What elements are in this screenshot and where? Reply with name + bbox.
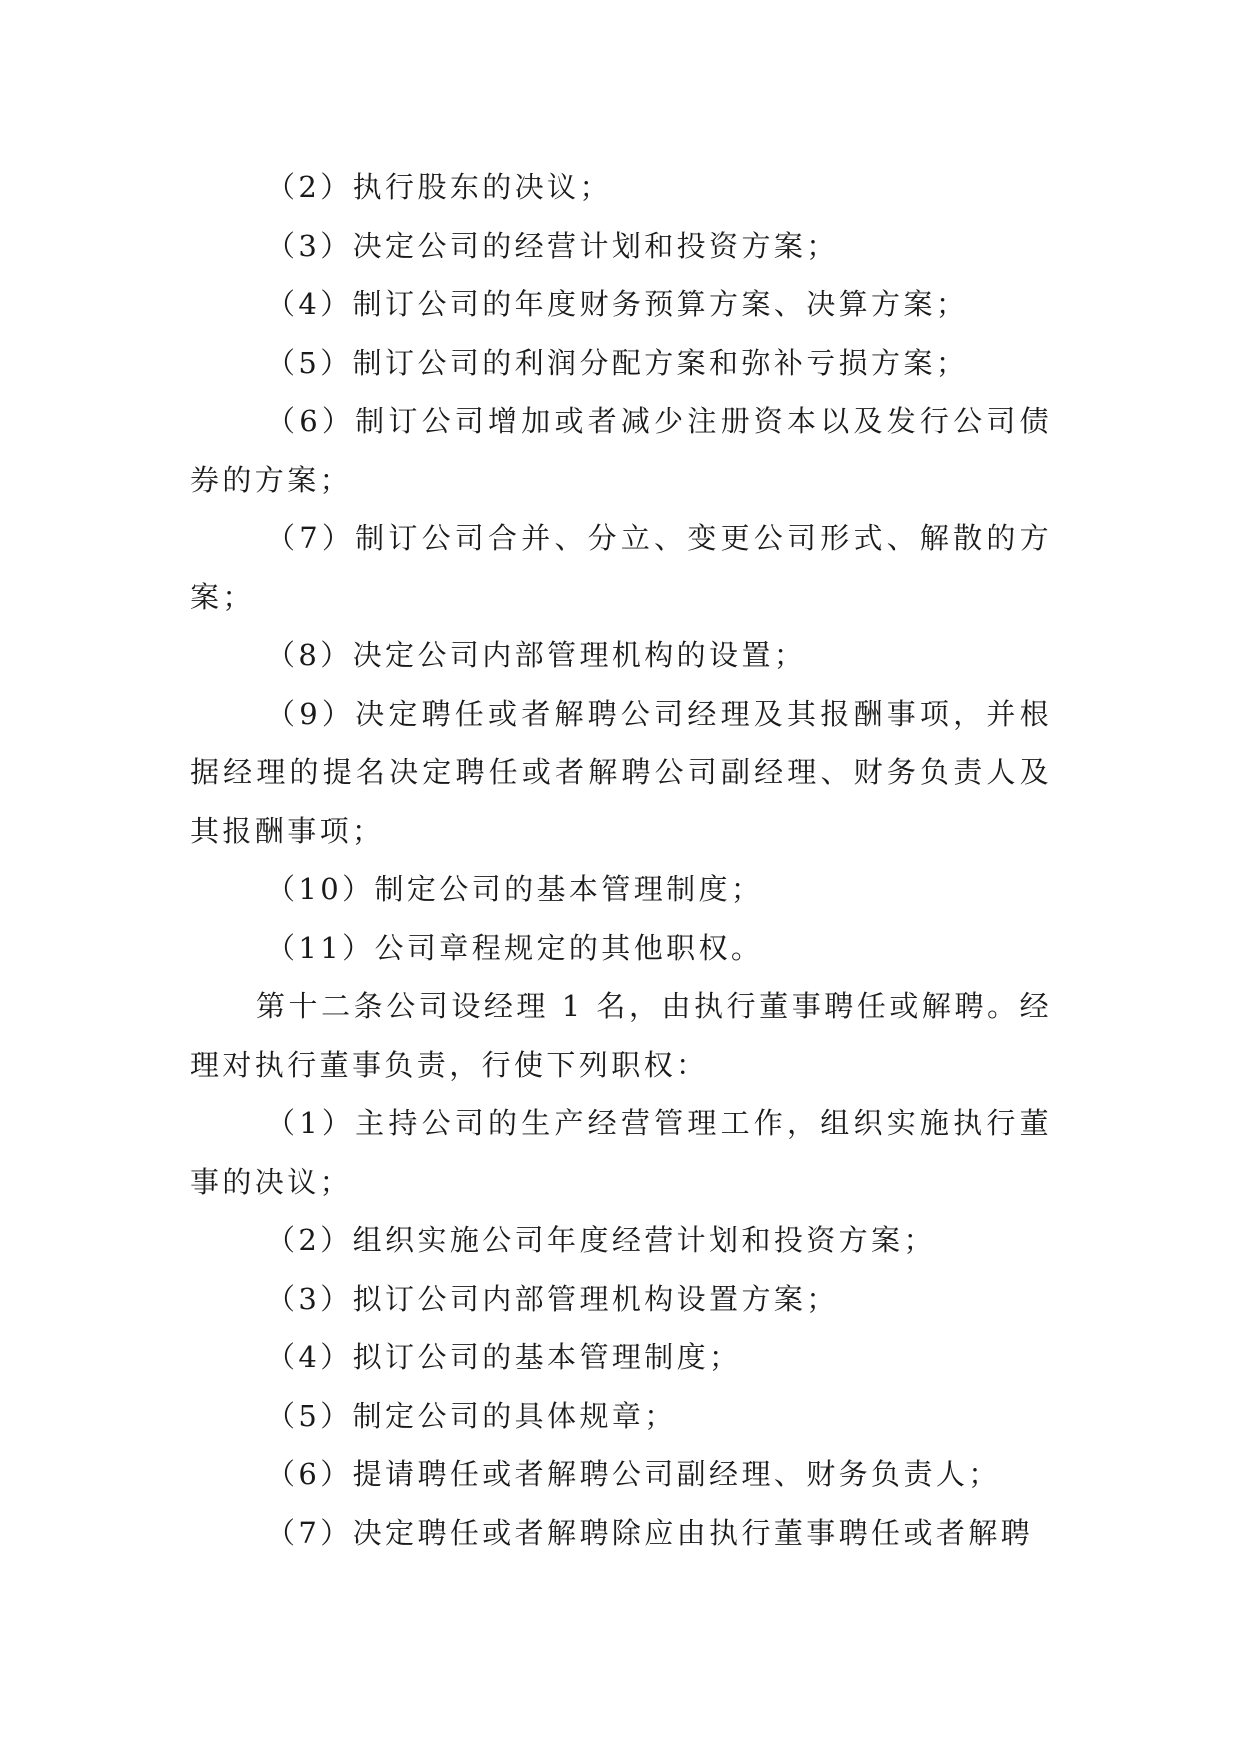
manager-duty-6: （6）提请聘任或者解聘公司副经理、财务负责人；	[266, 1457, 1001, 1491]
manager-duty-5: （5）制定公司的具体规章；	[266, 1398, 677, 1433]
paragraph-item-8: （8）决定公司内部管理机构的设置；	[266, 638, 807, 672]
paragraph-item-2: （2）执行股东的决议；	[266, 170, 612, 204]
paragraph-item-11: （11）公司章程规定的其他职权。	[266, 930, 764, 965]
manager-duty-7: （7）决定聘任或者解聘除应由执行董事聘任或者解聘	[266, 1515, 1034, 1550]
manager-duty-4: （4）拟订公司的基本管理制度；	[266, 1340, 742, 1374]
article-12-paragraph: 第十二条公司设经理 1 名，由执行董事聘任或解聘。经理对执行董事负责，行使下列职权：	[190, 989, 1052, 1082]
manager-duty-2: （2）组织实施公司年度经营计划和投资方案；	[266, 1223, 936, 1257]
document-body	[190, 158, 1052, 1562]
paragraph-item-6: （6）制订公司增加或者减少注册资本以及发行公司债券的方案；	[190, 404, 1052, 497]
manager-duty-1: （1）主持公司的生产经营管理工作，组织实施执行董事的决议；	[190, 1106, 1052, 1199]
manager-duty-3: （3）拟订公司内部管理机构设置方案；	[266, 1281, 839, 1316]
paragraph-item-3: （3）决定公司的经营计划和投资方案；	[266, 228, 839, 263]
paragraph-item-4: （4）制订公司的年度财务预算方案、决算方案；	[266, 287, 969, 321]
paragraph-item-10: （10）制定公司的基本管理制度；	[266, 872, 764, 906]
paragraph-item-9: （9）决定聘任或者解聘公司经理及其报酬事项，并根据经理的提名决定聘任或者解聘公司副经理、财务负责人及其报酬事项；	[190, 696, 1052, 848]
paragraph-item-7: （7）制订公司合并、分立、变更公司形式、解散的方案；	[190, 521, 1052, 614]
paragraph-item-5: （5）制订公司的利润分配方案和弥补亏损方案；	[266, 345, 969, 380]
